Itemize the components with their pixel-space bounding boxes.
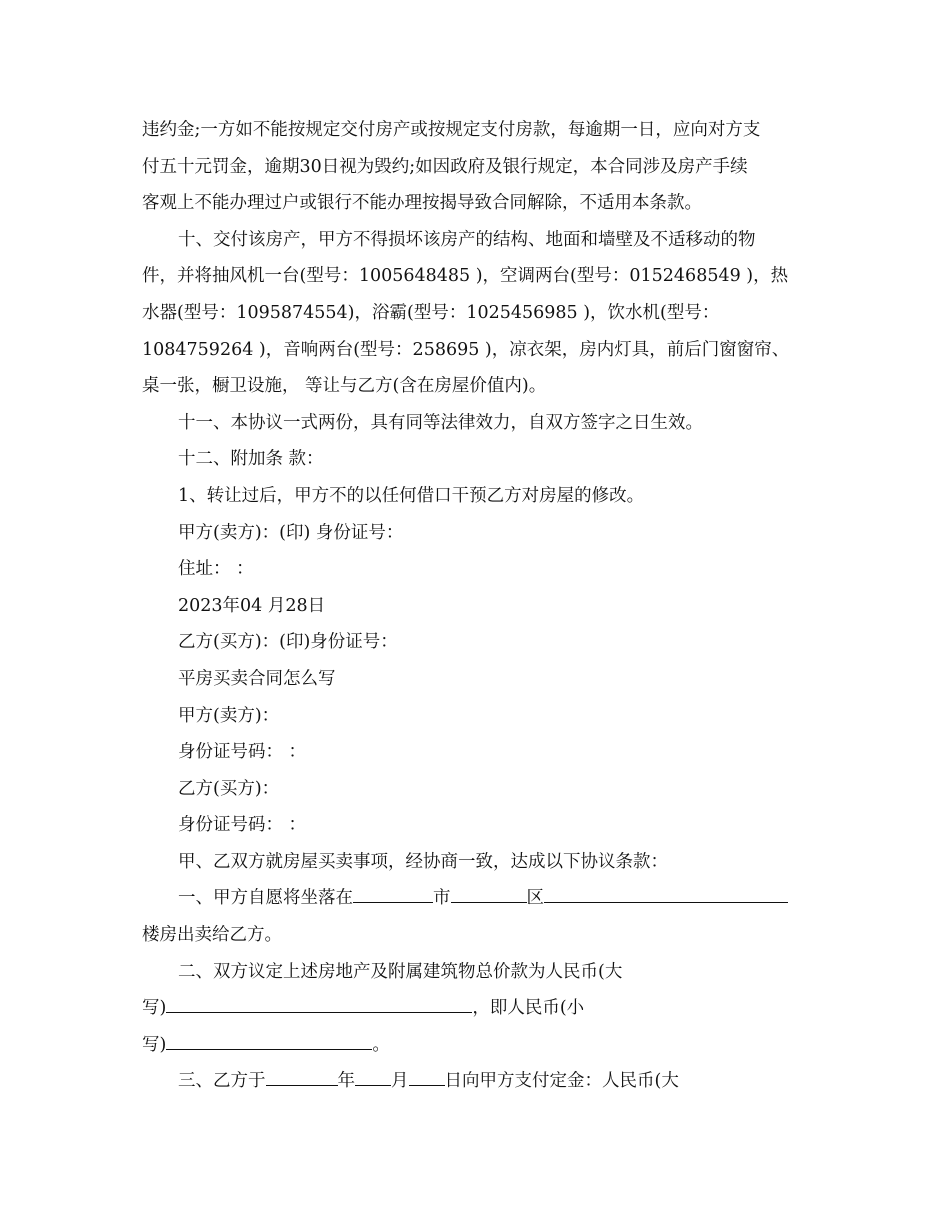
district-blank[interactable] — [451, 882, 527, 903]
party-a-line: 甲方(卖方)： — [178, 705, 280, 726]
paragraph-line: 甲、乙双方就房屋买卖事项，经协商一致，达成以下协议条款： — [178, 851, 668, 872]
paragraph-line: 客观上不能办理过户或银行不能办理按揭导致合同解除，不适用本条款。 — [142, 193, 702, 214]
clause-2-uppercase-line — [142, 990, 806, 1027]
section-title: 平房买卖合同怎么写 — [178, 668, 336, 689]
party-b-line: 乙方(买方)： — [178, 778, 280, 799]
city-label: 市 — [433, 888, 451, 909]
party-b-signature-line: 乙方(买方)：(印)身份证号： — [178, 632, 398, 653]
paragraph-line: 违约金;一方如不能按规定交付房产或按规定支付房款，每逾期一日，应向对方支 — [142, 120, 761, 140]
paragraph-line: 桌一张，橱卫设施， 等让与乙方(含在房屋价值内)。 — [142, 376, 547, 397]
clause-2-lowercase-line — [142, 1027, 806, 1064]
paragraph-line: 件，并将抽风机一台(型号：1005648485 )，空调两台(型号：0152468549 )，热 — [142, 266, 789, 287]
clause-1-line — [142, 880, 806, 917]
district-label: 区 — [526, 888, 544, 909]
lowercase-label: 写) — [142, 1034, 167, 1055]
paragraph-line: 1、转让过后，甲方不的以任何借口干预乙方对房屋的修改。 — [178, 485, 645, 506]
paragraph-line: 1084759264 )，音响两台(型号：258695 )，凉衣架，房内灯具，前后门窗窗帘、 — [142, 339, 790, 360]
uppercase-label: 写) — [142, 998, 167, 1019]
party-a-signature-line: 甲方(卖方)：(印) 身份证号： — [178, 522, 404, 543]
year-label: 年 — [337, 1071, 355, 1092]
paragraph-line: 二、双方议定上述房地产及附属建筑物总价款为人民币(大 — [178, 961, 623, 982]
paragraph-line: 付五十元罚金，逾期30日视为毁约;如因政府及银行规定，本合同涉及房产手续 — [142, 156, 748, 177]
paragraph-line: 十一、本协议一式两份，具有同等法律效力，自双方签字之日生效。 — [178, 412, 703, 433]
month-blank[interactable] — [355, 1065, 391, 1086]
paragraph-line: 十二、附加条 款： — [178, 449, 324, 470]
paragraph-line: 水器(型号：1095874554)，浴霸(型号：1025456985 )，饮水机(型号： — [142, 302, 720, 323]
period-text: 。 — [372, 1034, 390, 1055]
clause-1-text: 一、甲方自愿将坐落在 — [178, 888, 353, 909]
month-label: 月 — [391, 1071, 409, 1092]
lowercase-intro: ，即人民币(小 — [472, 998, 585, 1019]
price-lowercase-blank[interactable] — [166, 1029, 372, 1050]
id-number-line: 身份证号码： ： — [178, 815, 307, 836]
date-line: 2023年04 月28日 — [178, 595, 326, 616]
id-number-line: 身份证号码： ： — [178, 742, 307, 763]
address-line: 住址： ： — [178, 559, 254, 580]
year-blank[interactable] — [266, 1065, 338, 1086]
deposit-text: 日向甲方支付定金：人民币(大 — [444, 1071, 679, 1092]
city-blank[interactable] — [353, 882, 433, 903]
clause-3-line — [142, 1063, 806, 1100]
day-blank[interactable] — [409, 1065, 445, 1086]
document-body — [142, 112, 806, 1100]
paragraph-line: 十、交付该房产，甲方不得损坏该房产的结构、地面和墙壁及不适移动的物 — [178, 229, 756, 250]
clause-3-text: 三、乙方于 — [178, 1071, 266, 1092]
paragraph-line: 楼房出卖给乙方。 — [142, 925, 282, 946]
price-uppercase-blank[interactable] — [166, 992, 472, 1013]
address-blank[interactable] — [544, 882, 788, 903]
